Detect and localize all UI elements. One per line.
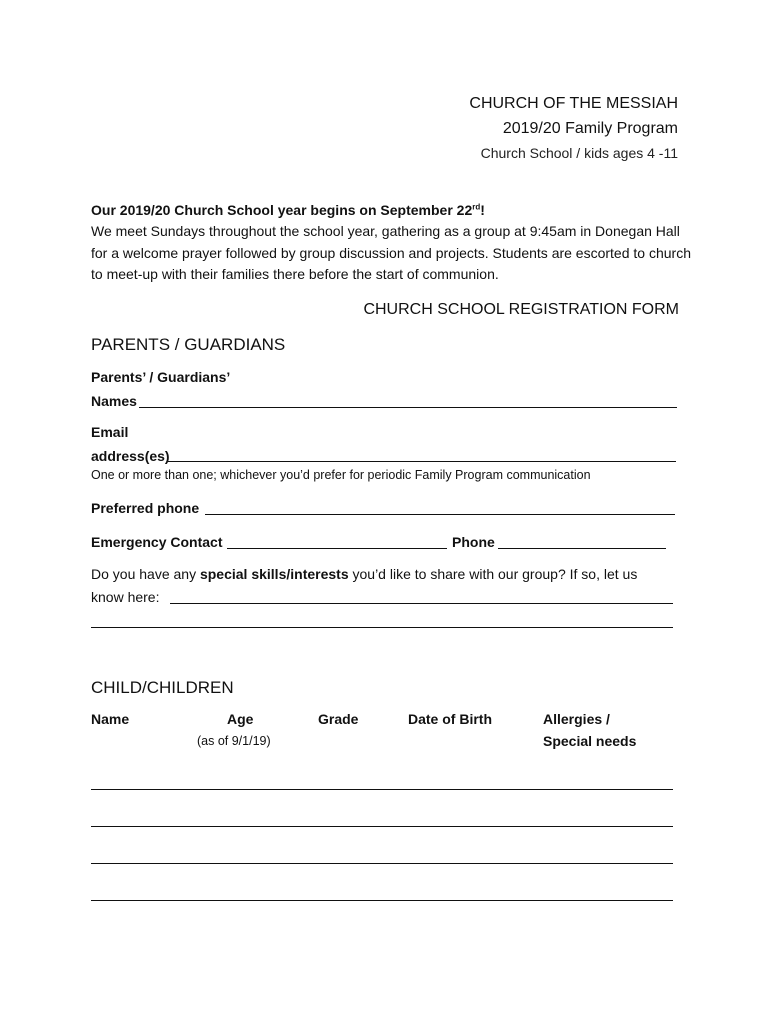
skills-field-line2[interactable] bbox=[91, 627, 673, 628]
start-date-lead bbox=[91, 202, 485, 218]
col-allergies-header-line2: Special needs bbox=[543, 733, 637, 749]
col-dob-header: Date of Birth bbox=[408, 711, 492, 727]
col-grade-header: Grade bbox=[318, 711, 359, 727]
col-name-header: Name bbox=[91, 711, 130, 727]
emergency-phone-label: Phone bbox=[452, 534, 495, 550]
email-label-line1: Email bbox=[91, 424, 129, 440]
skills-prefix: Do you have any bbox=[91, 566, 200, 582]
skills-suffix: you’d like to share with our group? If so, let us bbox=[348, 566, 638, 582]
parents-section-title: PARENTS / GUARDIANS bbox=[91, 335, 286, 354]
program-title: 2019/20 Family Program bbox=[502, 120, 678, 137]
program-subtitle: Church School / kids ages 4 -11 bbox=[480, 145, 678, 161]
skills-question bbox=[91, 566, 637, 582]
child-entry-line[interactable] bbox=[91, 789, 673, 790]
intro-paragraph bbox=[91, 196, 691, 286]
names-label-line1: Parents’ / Guardians’ bbox=[91, 369, 231, 385]
names-field[interactable] bbox=[139, 407, 677, 408]
child-entry-line[interactable] bbox=[91, 900, 673, 901]
skills-field-line1[interactable] bbox=[170, 603, 673, 604]
child-entry-line[interactable] bbox=[91, 826, 673, 827]
email-label-line2: address(es) bbox=[91, 448, 170, 464]
skills-bold: special skills/interests bbox=[199, 566, 349, 582]
email-field[interactable] bbox=[167, 461, 676, 462]
lead-suffix: ! bbox=[480, 201, 485, 218]
preferred-phone-label: Preferred phone bbox=[91, 500, 200, 516]
children-section-title: CHILD/CHILDREN bbox=[91, 678, 234, 697]
child-entry-line[interactable] bbox=[91, 863, 673, 864]
intro-body: We meet Sundays throughout the school year, gathering as a group at 9:45am in Donegan Hall for a welcome prayer followed by group discussion and projects. Students are escorted to church to meet-up with their families there before the start of communion. bbox=[91, 223, 691, 283]
col-age-note: (as of 9/1/19) bbox=[197, 734, 271, 748]
names-label-line2: Names bbox=[91, 393, 137, 409]
col-age-header: Age bbox=[227, 711, 254, 727]
email-note: One or more than one; whichever you’d prefer for periodic Family Program communication bbox=[91, 468, 591, 482]
skills-question-line2: know here: bbox=[91, 589, 160, 605]
col-allergies-header-line1: Allergies / bbox=[543, 711, 610, 727]
emergency-phone-field[interactable] bbox=[498, 548, 666, 549]
church-name: CHURCH OF THE MESSIAH bbox=[469, 95, 678, 112]
emergency-contact-field[interactable] bbox=[227, 548, 447, 549]
lead-superscript: rd bbox=[472, 202, 481, 211]
preferred-phone-field[interactable] bbox=[205, 514, 675, 515]
form-title: CHURCH SCHOOL REGISTRATION FORM bbox=[363, 301, 679, 318]
lead-text: Our 2019/20 Church School year begins on September 22 bbox=[91, 201, 473, 218]
emergency-contact-label: Emergency Contact bbox=[91, 534, 223, 550]
